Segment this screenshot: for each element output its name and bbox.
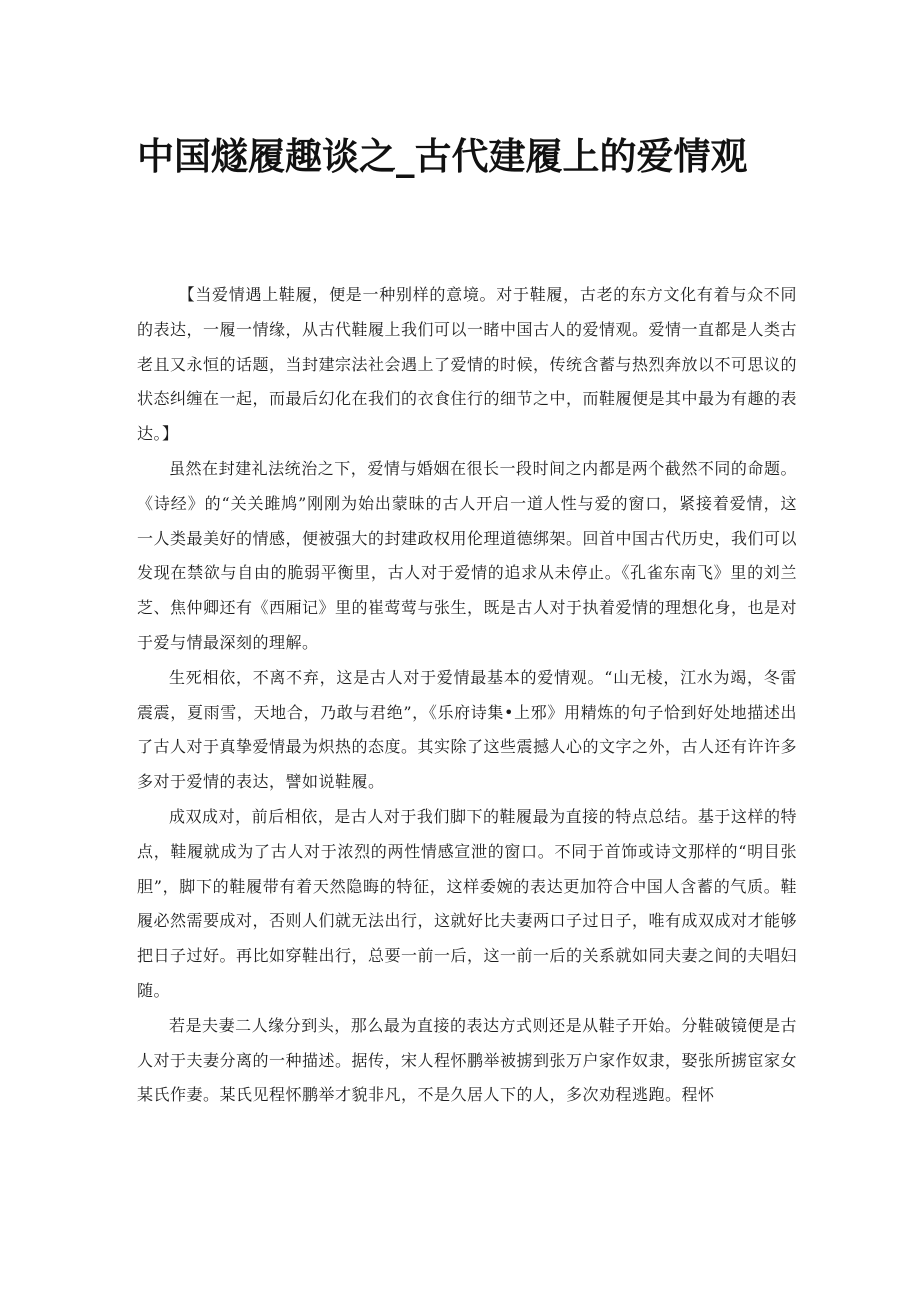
body-paragraph: 虽然在封建礼法统治之下，爱情与婚姻在很长一段时间之内都是两个截然不同的命题。《诗经》的“关关雎鸠”刚刚为始出蒙昧的古人开启一道人性与爱的窗口，紧接着爱情，这一人类最美好的情感，便被强大的封建政权用伦理道德绑架。回首中国古代历史，我们可以发现在禁欲与自由的脆弱平衡里，古人对于爱情的追求从未停止。《孔雀东南飞》里的刘兰芝、焦仲卿还有《西厢记》里的崔莺莺与张生，既是古人对于执着爱情的理想化身，也是对于爱与情最深刻的理解。 bbox=[137, 458, 798, 652]
body-paragraph: 成双成对，前后相依，是古人对于我们脚下的鞋履最为直接的特点总结。基于这样的特点，鞋履就成为了古人对于浓烈的两性情感宣泄的窗口。不同于首饰或诗文那样的“明目张胆”，脚下的鞋履带有着天然隐晦的特征，这样委婉的表达更加符合中国人含蓄的气质。鞋履必然需要成对，否则人们就无法出行，这就好比夫妻两口子过日子，唯有成双成对才能够把日子过好。再比如穿鞋出行，总要一前一后，这一前一后的关系就如同夫妻之间的夫唱妇随。 bbox=[137, 806, 798, 1000]
body-paragraph: 若是夫妻二人缘分到头，那么最为直接的表达方式则还是从鞋子开始。分鞋破镜便是古人对于夫妻分离的一种描述。据传，宋人程怀鹏举被掳到张万户家作奴隶，娶张所掳宦家女某氏作妻。某氏见程怀鹏举才貌非凡，不是久居人下的人，多次劝程逃跑。程怀 bbox=[137, 1015, 798, 1105]
body-paragraph: 生死相依，不离不弃，这是古人对于爱情最基本的爱情观。“山无棱，江水为竭，冬雷震震，夏雨雪，天地合，乃敢与君绝”，《乐府诗集•上邪》用精炼的句子恰到好处地描述出了古人对于真挚爱情最为炽热的态度。其实除了这些震撼人心的文字之外，古人还有许许多多对于爱情的表达，譬如说鞋履。 bbox=[137, 667, 798, 792]
document-title: 中国燧履趣谈之_古代建履上的爱情观 bbox=[137, 135, 748, 178]
article-body bbox=[137, 278, 797, 1113]
intro-paragraph: 【当爱情遇上鞋履，便是一种别样的意境。对于鞋履，古老的东方文化有着与众不同的表达，一履一情缘，从古代鞋履上我们可以一睹中国古人的爱情观。爱情一直都是人类古老且又永恒的话题，当封建宗法社会遇上了爱情的时候，传统含蓄与热烈奔放以不可思议的状态纠缠在一起，而最后幻化在我们的衣食住行的细节之中，而鞋履便是其中最为有趣的表达。】 bbox=[137, 285, 798, 444]
